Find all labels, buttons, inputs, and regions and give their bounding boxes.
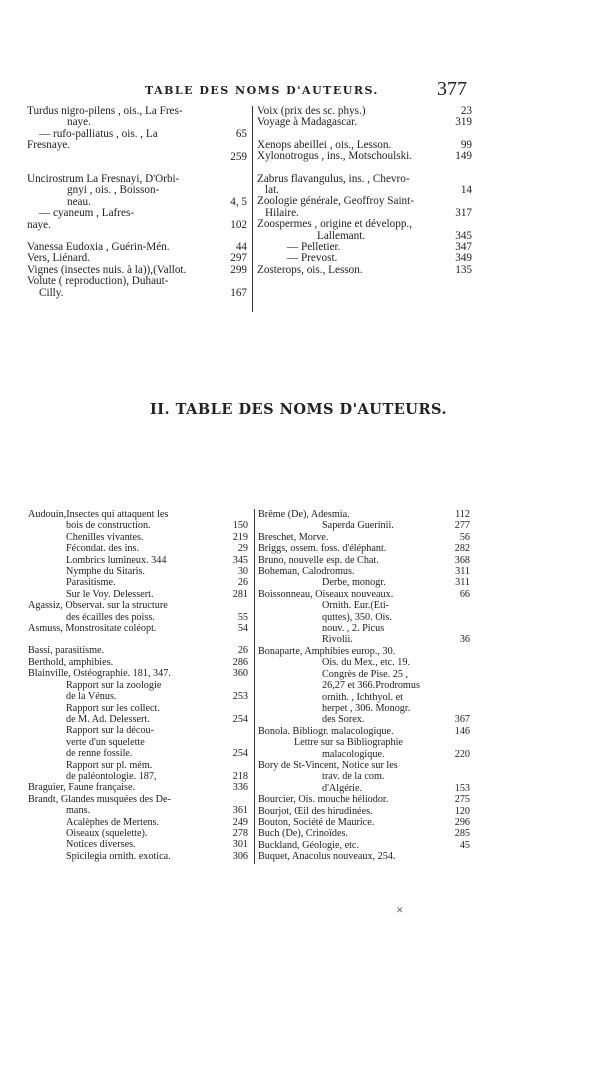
- entry-page-number: 367: [454, 714, 470, 726]
- index-entry: [28, 600, 248, 611]
- index-entry: [28, 691, 248, 702]
- entry-page-number: 45: [459, 839, 470, 851]
- entry-text: Blainville, Ostéographie. 181, 347.: [28, 668, 171, 680]
- entry-text: [27, 152, 30, 163]
- entry-text: naye.: [27, 218, 51, 231]
- entry-text: Zabrus flavangulus, ins. , Chevro-: [257, 172, 410, 185]
- index-entry: [27, 152, 247, 163]
- entry-page-number: 218: [232, 770, 248, 782]
- entry-text: Derbe, monogr.: [322, 577, 386, 589]
- entry-text: Vers, Liénard.: [27, 252, 91, 265]
- bottom-left-column: [28, 509, 248, 862]
- index-entry: [258, 726, 470, 737]
- entry-text: Lettre sur sa Bibliographie: [294, 737, 403, 749]
- index-entry: [258, 680, 470, 691]
- index-entry: [28, 623, 248, 634]
- entry-page-number: 311: [455, 566, 470, 578]
- index-entry: [28, 577, 248, 588]
- index-entry: [257, 174, 472, 185]
- entry-text: Rapport sur pl. mém.: [66, 759, 153, 771]
- entry-text: Spicilegia ornith. exotica.: [66, 850, 171, 862]
- index-entry: [28, 543, 248, 554]
- entry-page-number: 4, 5: [230, 195, 247, 208]
- index-entry: [257, 151, 472, 162]
- entry-text: malacologique.: [322, 748, 385, 760]
- index-entry: [28, 703, 248, 714]
- entry-text: Vignes (insectes nuis. à la)),(Vallot.: [27, 263, 187, 276]
- entry-page-number: 36: [459, 634, 470, 646]
- index-entry: [28, 805, 248, 816]
- entry-text: Fécondat. des ins.: [66, 543, 139, 555]
- entry-page-number: 14: [460, 184, 472, 197]
- entry-page-number: 55: [237, 611, 248, 623]
- entry-text: — Prevost.: [287, 252, 338, 265]
- entry-page-number: 285: [454, 828, 470, 840]
- entry-text: Asmuss, Monstrositate coléopt.: [28, 623, 157, 635]
- index-entry: [27, 288, 247, 299]
- entry-page-number: 149: [455, 150, 472, 163]
- page-number: 377: [437, 78, 467, 100]
- index-entry: [257, 219, 472, 230]
- index-entry: [258, 612, 470, 623]
- entry-text: Bassi, parasitisme.: [28, 645, 105, 657]
- entry-page-number: 167: [230, 286, 247, 299]
- entry-page-number: 219: [232, 531, 248, 543]
- index-entry: [28, 828, 248, 839]
- index-entry: [28, 555, 248, 566]
- entry-page-number: 301: [232, 839, 248, 851]
- entry-text: Bory de St-Vincent, Notice sur les: [258, 759, 398, 771]
- entry-text: Audouin,Insectes qui attaquent les: [28, 509, 169, 520]
- entry-page-number: 297: [230, 252, 247, 265]
- entry-page-number: 317: [455, 206, 472, 219]
- entry-text: Berthold, amphibies.: [28, 656, 114, 668]
- entry-page-number: 253: [232, 691, 248, 703]
- entry-text: — rufo-palliatus , ois. , La: [39, 127, 158, 140]
- index-entry: [258, 657, 470, 668]
- entry-text: Turdus nigro-pilens , ois., La Fres-: [27, 105, 183, 117]
- index-entry: [258, 532, 470, 543]
- entry-text: Zosterops, ois., Lesson.: [257, 263, 363, 276]
- entry-text: Saperda Guerinii.: [322, 520, 394, 532]
- entry-page-number: 345: [232, 554, 248, 566]
- index-entry: [28, 509, 248, 520]
- index-entry: [258, 520, 470, 531]
- entry-text: lat.: [265, 184, 279, 197]
- top-right-column: [257, 106, 472, 276]
- index-entry: [258, 794, 470, 805]
- entry-text: Fresnaye.: [27, 139, 71, 152]
- entry-text: Briggs, ossem. foss. d'éléphant.: [258, 543, 387, 555]
- entry-page-number: 120: [454, 805, 470, 817]
- bottom-right-column: [258, 509, 470, 863]
- entry-page-number: 26: [237, 645, 248, 657]
- entry-text: Bonola. Bibliogr. malacologique.: [258, 725, 394, 737]
- index-entry: [258, 771, 470, 782]
- entry-text: Volute ( reproduction), Duhaut-: [27, 275, 169, 288]
- entry-text: Hilaire.: [265, 206, 299, 219]
- index-entry: [258, 737, 470, 748]
- index-entry: [28, 782, 248, 793]
- index-entry: [258, 817, 470, 828]
- index-entry: [28, 839, 248, 850]
- entry-text: Bourcier, Ois. mouche héliodor.: [258, 794, 389, 806]
- index-entry: [27, 106, 247, 117]
- entry-text: Parasitisme.: [66, 577, 116, 589]
- entry-page-number: 361: [232, 805, 248, 817]
- entry-text: Zoologie générale, Geoffroy Saint-: [257, 195, 414, 208]
- entry-page-number: 249: [232, 816, 248, 828]
- entry-text: Brême (De), Adesmia.: [258, 509, 350, 520]
- index-entry: [28, 760, 248, 771]
- entry-text: neau.: [67, 195, 91, 208]
- index-entry: [27, 220, 247, 231]
- entry-text: nouv. , 2. Picus: [322, 623, 385, 635]
- index-entry: [258, 646, 470, 657]
- entry-text: Agassiz, Observat. sur la structure: [28, 600, 168, 612]
- index-entry: [258, 634, 470, 645]
- entry-page-number: 299: [230, 263, 247, 276]
- index-entry: [28, 714, 248, 725]
- entry-page-number: 146: [454, 725, 470, 737]
- entry-page-number: 282: [454, 543, 470, 555]
- index-entry: [28, 657, 248, 668]
- entry-text: Boissonneau, Oiseaux nouveaux.: [258, 588, 394, 600]
- entry-text: des écailles des poiss.: [66, 611, 155, 623]
- entry-text: Ornith. Eur.(Eti-: [322, 600, 390, 612]
- entry-text: Oiseaux (squelette).: [66, 827, 148, 839]
- index-entry: [258, 851, 470, 862]
- entry-text: mans.: [66, 805, 91, 817]
- index-entry: [28, 794, 248, 805]
- index-entry: [258, 669, 470, 680]
- entry-text: bois de construction.: [66, 520, 151, 532]
- entry-page-number: 368: [454, 554, 470, 566]
- entry-text: 26,27 et 366.Prodromus: [322, 680, 420, 692]
- index-entry: [258, 589, 470, 600]
- entry-text: Chenilles vivantes.: [66, 531, 144, 543]
- index-entry: [258, 566, 470, 577]
- entry-text: Buckland, Géologie, etc.: [258, 839, 359, 851]
- entry-gap: [257, 163, 472, 174]
- entry-text: verte d'un squelette: [66, 736, 145, 748]
- entry-page-number: 277: [454, 520, 470, 532]
- entry-page-number: 319: [455, 116, 472, 129]
- index-entry: [258, 555, 470, 566]
- index-entry: [258, 806, 470, 817]
- index-entry: [257, 117, 472, 128]
- entry-page-number: 275: [454, 794, 470, 806]
- entry-text: gnyi , ois. , Boisson-: [67, 184, 160, 197]
- entry-page-number: 150: [232, 520, 248, 532]
- index-entry: [258, 600, 470, 611]
- index-entry: [28, 748, 248, 759]
- index-entry: [258, 840, 470, 851]
- entry-text: de la Vénus.: [66, 691, 117, 703]
- index-entry: [258, 714, 470, 725]
- entry-text: Zoospermes , origine et développ.,: [257, 218, 413, 231]
- entry-page-number: 66: [459, 588, 470, 600]
- entry-text: Lombrics lumineux. 344: [66, 554, 167, 566]
- entry-page-number: 56: [459, 531, 470, 543]
- entry-text: Ois. du Mex., etc. 19.: [322, 657, 410, 669]
- entry-page-number: 54: [237, 623, 248, 635]
- entry-text: Xylonotrogus , ins., Motschoulski.: [257, 150, 413, 163]
- index-entry: [28, 520, 248, 531]
- index-entry: [28, 532, 248, 543]
- entry-text: de M. Ad. Delessert.: [66, 713, 150, 725]
- entry-text: Bouton, Société de Maurice.: [258, 816, 375, 828]
- entry-text: de renne fossile.: [66, 748, 133, 760]
- entry-text: herpet , 306. Monogr.: [322, 702, 411, 714]
- index-entry: [27, 276, 247, 287]
- entry-page-number: 23: [460, 105, 472, 117]
- index-entry: [258, 749, 470, 760]
- bottom-column-divider: [254, 509, 255, 864]
- entry-page-number: 102: [230, 218, 247, 231]
- entry-text: Lallemant.: [317, 229, 366, 242]
- index-entry: [28, 725, 248, 736]
- entry-page-number: 99: [460, 138, 472, 151]
- entry-text: Voix (prix des sc. phys.): [257, 105, 366, 117]
- entry-text: Congrès de Pise. 25 ,: [322, 668, 409, 680]
- entry-page-number: 278: [232, 827, 248, 839]
- entry-text: de paléontologie. 187,: [66, 770, 157, 782]
- running-header-title: TABLE DES NOMS D'AUTEURS.: [145, 84, 379, 97]
- entry-text: Rapport sur la zoologie: [66, 679, 162, 691]
- entry-page-number: 286: [232, 656, 248, 668]
- index-entry: [28, 817, 248, 828]
- entry-page-number: 135: [455, 263, 472, 276]
- entry-text: — cyaneum , Lafres-: [39, 207, 135, 220]
- index-entry: [28, 668, 248, 679]
- index-entry: [258, 577, 470, 588]
- entry-text: naye.: [67, 116, 91, 129]
- index-entry: [258, 703, 470, 714]
- entry-text: Voyage à Madagascar.: [257, 116, 358, 129]
- entry-page-number: 153: [454, 782, 470, 794]
- entry-page-number: 347: [455, 241, 472, 254]
- entry-page-number: 65: [235, 127, 247, 140]
- entry-text: Bourjot, Œil des hirudinées.: [258, 805, 373, 817]
- entry-page-number: 29: [237, 543, 248, 555]
- entry-page-number: 281: [232, 588, 248, 600]
- entry-page-number: 26: [237, 577, 248, 589]
- entry-page-number: 349: [455, 252, 472, 265]
- index-entry: [258, 509, 470, 520]
- entry-text: Bonaparte, Amphibies europ., 30.: [258, 645, 396, 657]
- entry-page-number: 254: [232, 748, 248, 760]
- entry-text: Buch (De), Crinoïdes.: [258, 828, 348, 840]
- entry-text: Boheman, Calodromus.: [258, 566, 355, 578]
- entry-text: Sur le Voy. Delessert.: [66, 588, 154, 600]
- index-entry: [28, 612, 248, 623]
- index-entry: [28, 737, 248, 748]
- entry-page-number: 296: [454, 816, 470, 828]
- index-entry: [28, 589, 248, 600]
- entry-text: Notices diverses.: [66, 839, 136, 851]
- index-entry: [258, 543, 470, 554]
- entry-gap: [28, 634, 248, 645]
- index-entry: [27, 208, 247, 219]
- index-entry: [28, 680, 248, 691]
- entry-text: Braguier, Faune française.: [28, 782, 136, 794]
- entry-text: d'Algérie.: [322, 782, 363, 794]
- index-entry: [258, 692, 470, 703]
- index-entry: [27, 140, 247, 151]
- entry-text: des Sorex.: [322, 714, 365, 726]
- entry-page-number: 259: [230, 150, 247, 163]
- top-left-column: [27, 106, 247, 299]
- entry-text: Rapport sur les collect.: [66, 702, 160, 714]
- section-title: II. TABLE DES NOMS D'AUTEURS.: [149, 401, 447, 418]
- entry-text: Rivolii.: [322, 634, 353, 646]
- entry-text: Cilly.: [39, 286, 64, 299]
- entry-text: — Pelletier.: [287, 241, 341, 254]
- entry-text: Nymphe du Sitaris.: [66, 566, 145, 578]
- entry-text: Rapport sur la décou-: [66, 725, 154, 737]
- entry-text: trav. de la com.: [322, 771, 385, 783]
- entry-text: Brandt, Glandes musquées des De-: [28, 793, 171, 805]
- entry-text: quttes), 350. Ois.: [322, 611, 392, 623]
- entry-text: Bruno, nouvelle esp. de Chat.: [258, 554, 379, 566]
- entry-page-number: 345: [455, 229, 472, 242]
- index-entry: [28, 566, 248, 577]
- index-entry: [258, 623, 470, 634]
- index-entry: [258, 828, 470, 839]
- entry-text: Vanessa Eudoxia , Guérin-Mén.: [27, 241, 170, 254]
- entry-text: Acalèphes de Mertens.: [66, 816, 160, 828]
- entry-text: Uncirostrum La Fresnayi, D'Orbi-: [27, 173, 180, 186]
- entry-page-number: 336: [232, 782, 248, 794]
- entry-text: Xenops abeillei , ois., Lesson.: [257, 138, 392, 151]
- entry-page-number: 112: [455, 509, 470, 520]
- entry-text: Buquet, Anacolus nouveaux, 254.: [258, 851, 396, 863]
- index-entry: [28, 645, 248, 656]
- entry-text: ornith. , Ichthyol. et: [322, 691, 403, 703]
- entry-text: Breschet, Morve.: [258, 531, 329, 543]
- index-entry: [258, 760, 470, 771]
- entry-page-number: 220: [454, 748, 470, 760]
- entry-page-number: 30: [237, 566, 248, 578]
- index-entry: [28, 771, 248, 782]
- entry-page-number: 360: [232, 668, 248, 680]
- index-entry: [28, 851, 248, 862]
- entry-page-number: 311: [455, 577, 470, 589]
- index-entry: [257, 265, 472, 276]
- page-mark: ✕: [396, 906, 404, 916]
- index-entry: [27, 185, 247, 196]
- entry-page-number: 44: [235, 241, 247, 254]
- entry-page-number: 254: [232, 713, 248, 725]
- entry-page-number: 306: [232, 850, 248, 862]
- top-column-divider: [252, 106, 253, 312]
- index-entry: [258, 783, 470, 794]
